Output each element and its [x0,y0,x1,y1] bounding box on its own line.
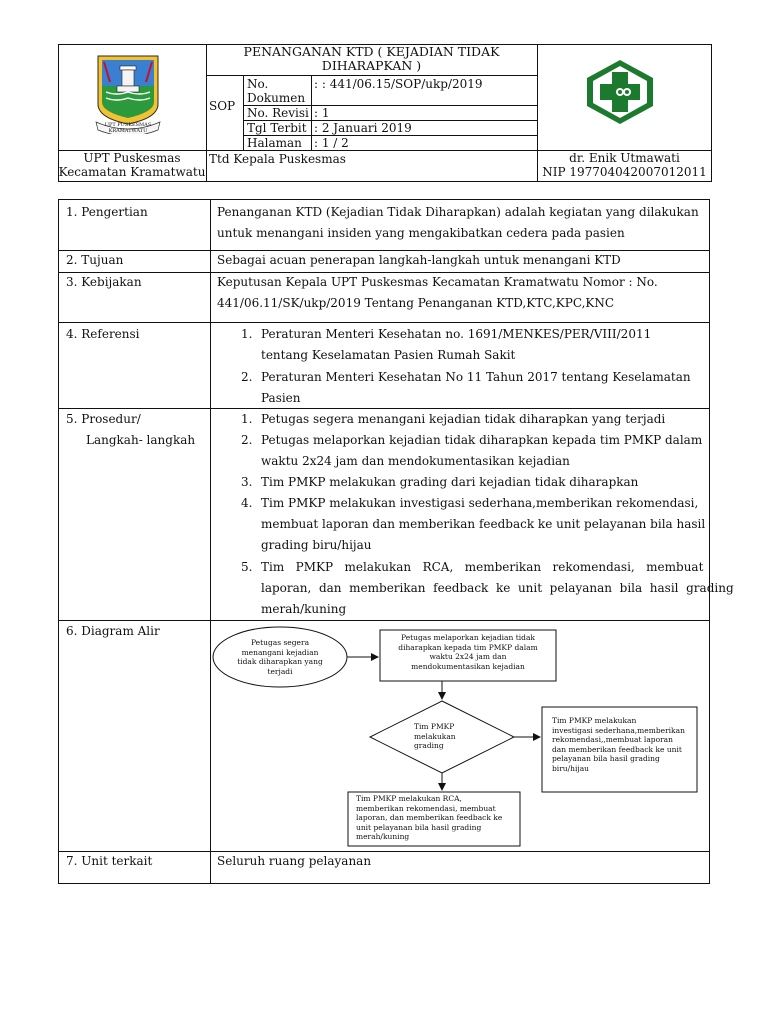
section-label-tujuan: 2. Tujuan [66,253,124,267]
step-text: grading biru/hijau [261,538,372,552]
flow-start-text: Petugas segera menangani kejadian tidak diharapkan yang terjadi [237,638,323,676]
doc-label: Dokumen [247,91,306,105]
step-text: Petugas segera menangani kejadian tidak diharapkan yang terjadi [261,412,666,426]
document-title-line1: PENANGANAN KTD ( KEJADIAN TIDAK [243,44,500,59]
divider [243,75,244,150]
puskesmas-logo [585,58,655,126]
pengertian-text: Penanganan KTD (Kejadian Tidak Diharapkan) adalah kegiatan yang dilakukan [217,205,699,219]
logo-banner-text: UPT PUSKESMAS KRAMATWATU [104,122,152,134]
revision-value: : 1 [314,106,330,120]
section-label-diagram: 6. Diagram Alir [66,624,160,638]
flow-right-text: Tim PMKP melakukan investigasi sederhana,memberikan rekomendasi,,membuat laporan dan memberikan feedback ke unit pelayanan bila hasil grading biru/hijau [552,716,685,773]
divider [58,272,710,273]
revision-label: No. Revisi [247,106,309,120]
flow-decision-text: Tim PMKP melakukan grading [414,722,456,750]
unit-text: Seluruh ruang pelayanan [217,854,372,868]
section-label-prosedur-2: Langkah- langkah [86,433,196,447]
step-text: Tim PMKP melakukan RCA, memberikan rekomendasi, membuat [261,560,704,574]
issue-date-label: Tgl Terbit [247,121,307,135]
section-label-referensi: 4. Referensi [66,327,140,341]
ref-text: Pasien [261,391,301,405]
doc-number-label: No. [247,77,269,91]
ref-text: Peraturan Menteri Kesehatan No 11 Tahun 2017 tentang Keselamatan [261,370,691,384]
head-nip: NIP 197704042007012011 [542,165,707,179]
section-label-prosedur: 5. Prosedur/ [66,412,141,426]
pengertian-text: untuk menangani insiden yang mengakibatkan cedera pada pasien [217,226,625,240]
tujuan-text: Sebagai acuan penerapan langkah-langkah untuk menangani KTD [217,253,621,267]
divider [58,408,710,409]
flow-bottom-text: Tim PMKP melakukan RCA, memberikan rekomendasi, membuat laporan, dan memberikan feedback ke unit pelayanan bila hasil grading merah/kuning [356,794,503,841]
ref-text: tentang Keselamatan Pasien Rumah Sakit [261,348,516,362]
step-text: merah/kuning [261,602,347,616]
step-text: membuat laporan dan memberikan feedback ke unit pelayanan bila hasil [261,517,706,531]
step-text: laporan, dan memberikan feedback ke unit pelayanan bila hasil grading [261,581,734,595]
doc-number-value: : : 441/06.15/SOP/ukp/2019 [314,77,483,91]
step-text: Tim PMKP melakukan grading dari kejadian tidak diharapkan [261,475,639,489]
step-number: 3. [241,475,253,489]
flow-report-text: Petugas melaporkan kejadian tidak diharapkan kepada tim PMKP dalam waktu 2x24 jam dan mendokumentasikan kejadian [398,633,538,671]
ref-number: 1. [241,327,253,341]
issue-date-value: : 2 Januari 2019 [314,121,412,135]
step-text: Tim PMKP melakukan investigasi sederhana,memberikan rekomendasi, [261,496,699,510]
section-label-unit: 7. Unit terkait [66,854,153,868]
org-name-line2: Kecamatan Kramatwatu [58,165,206,179]
divider [311,75,312,150]
head-name: dr. Enik Utmawati [569,151,680,165]
step-text: Petugas melaporkan kejadian tidak diharapkan kepada tim PMKP dalam [261,433,703,447]
document-title-line2: DIHARAPKAN ) [321,58,422,73]
step-number: 4. [241,496,253,510]
step-text: waktu 2x24 jam dan mendokumentasikan kejadian [261,454,570,468]
step-number: 5. [241,560,253,574]
kebijakan-text: Keputusan Kepala UPT Puskesmas Kecamatan Kramatwatu Nomor : No. [217,275,658,289]
section-label-pengertian: 1. Pengertian [66,205,148,219]
divider [58,250,710,251]
section-label-kebijakan: 3. Kebijakan [66,275,142,289]
kebijakan-text: 441/06.11/SK/ukp/2019 Tentang Penanganan KTD,KTC,KPC,KNC [217,296,615,310]
step-number: 2. [241,433,253,447]
page-value: : 1 / 2 [314,136,349,150]
divider [58,851,710,852]
ref-text: Peraturan Menteri Kesehatan no. 1691/MENKES/PER/VIII/2011 [261,327,652,341]
sop-label: SOP [209,99,236,113]
divider [206,75,537,76]
page-label: Halaman [247,136,302,150]
signature-label: Ttd Kepala Puskesmas [209,152,346,166]
divider [58,322,710,323]
step-number: 1. [241,412,253,426]
org-name-line1: UPT Puskesmas [83,151,181,165]
ref-number: 2. [241,370,253,384]
